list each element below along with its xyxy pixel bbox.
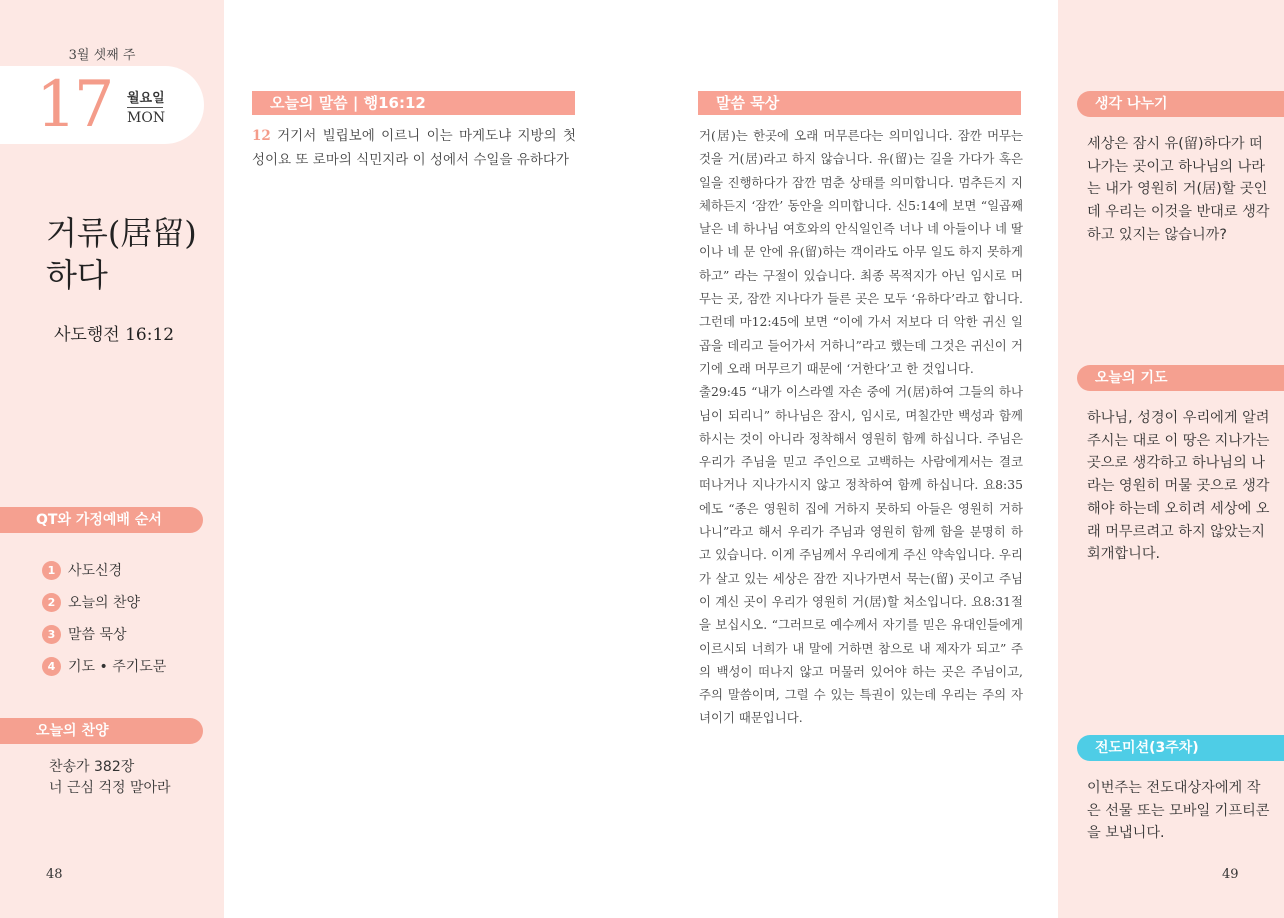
hymn-header: 오늘의 찬양 [0,718,203,744]
number-badge: 2 [42,593,61,612]
number-badge: 4 [42,657,61,676]
title-line-2: 하다 [46,256,108,294]
page-title [46,212,197,296]
evangelism-mission-text: 이번주는 전도대상자에게 작은 선물 또는 모바일 기프티콘을 보냅니다. [1087,780,1270,842]
qt-order-header: QT와 가정예배 순서 [0,507,203,533]
weekday-divider [127,107,163,108]
weekday-english: MON [127,110,166,126]
page-number-right: 49 [1222,867,1239,882]
page-number-left: 48 [46,867,63,882]
verse-text [252,124,576,172]
verse-body: 거기서 빌립보에 이르니 이는 마게도냐 지방의 첫 성이요 또 로마의 식민지라 이 성에서 수일을 유하다가 [252,128,576,168]
verse-number: 12 [252,128,271,144]
day-number: 17 [36,68,112,142]
order-item-label: 사도신경 [68,563,123,579]
meditation-header: 말씀 묵상 [698,91,1021,115]
order-item-label: 기도 • 주기도문 [68,659,167,675]
hymn-text [49,757,171,799]
hymn-number: 찬송가 382장 [49,759,135,775]
meditation-paragraph: 출29:45 “내가 이스라엘 자손 중에 거(居)하여 그들의 하나님이 되리니” 하나님은 잠시, 임시로, 며칠간만 백성과 함께하시는 것이 아니라 정착해서 영원히 함께 하십니다. 주님은 우리가 주님을 믿고 주인으로 고백하는 사람에게서는 결코 떠나거나 지나가시지 않고 정착하여 함께 하십니다. 요8:35에도 “종은 영원히 집에 거하지 못하되 아들은 영원히 거하나니”라고 해서 우리가 주님과 영원히 함께 함을 분명히 하고 있습니다. 이게 주님께서 우리에게 주신 약속입니다. 우리가 살고 있는 세상은 잠깐 지나가면서 묵는(留) 곳이고 주님이 계신 곳이 우리가 영원히 거(居)할 처소입니다. 요8:31절을 보십시오. “그러므로 예수께서 자기를 믿은 유대인들에게 이르시되 너희가 내 말에 거하면 참으로 내 제자가 되고” 주의 백성이 떠나지 않고 머물러 있어야 하는 곳은 주님이고, 주의 말씀이며, 그럴 수 있는 특권이 있는데 우리는 주의 자녀이기 때문입니다. [699,384,1023,726]
todays-word-header: 오늘의 말씀 | 행16:12 [252,91,575,115]
list-item [42,650,166,682]
todays-prayer-text: 하나님, 성경이 우리에게 알려주시는 대로 이 땅은 지나가는 곳으로 생각하고 하나님의 나라는 영원히 머물 곳으로 생각해야 하는데 오히려 세상에 오래 머무르려고 하지 않았는지 회개합니다. [1087,410,1270,563]
hymn-title: 너 근심 걱정 말아라 [49,780,171,796]
list-item [42,554,166,586]
number-badge: 1 [42,561,61,580]
share-thoughts-header: 생각 나누기 [1077,91,1284,117]
list-item [42,586,166,618]
order-item-label: 오늘의 찬양 [68,595,141,611]
title-line-1: 거류(居留) [46,214,197,252]
week-label: 3월 셋째 주 [68,48,136,63]
meditation-paragraph: 거(居)는 한곳에 오래 머무른다는 의미입니다. 잠깐 머무는 것을 거(居)라고 하지 않습니다. 유(留)는 길을 가다가 혹은 일을 진행하다가 잠깐 멈춘 상태를 의미합니다. 멈추든지 지체하든지 ‘잠깐’ 동안을 의미합니다. 신5:14에 보면 “일곱째 날은 네 하나님 여호와의 안식일인즉 너나 네 아들이나 네 딸이나 네 문 안에 유(留)하는 객이라도 아무 일도 하지 못하게 하고” 라는 구절이 있습니다. 최종 목적지가 아닌 임시로 머무는 곳, 잠깐 지나다가 들른 곳은 모두 ‘유하다’라고 합니다. 그런데 마12:45에 보면 “이에 가서 저보다 더 악한 귀신 일곱을 데리고 들어가서 거하니”라고 했는데 그것은 귀신이 거기에 오래 머무르기 때문에 ‘거한다’고 한 것입니다. [699,128,1023,376]
scripture-reference: 사도행전 16:12 [54,325,175,345]
number-badge: 3 [42,625,61,644]
qt-order-list [42,554,166,682]
list-item [42,618,166,650]
share-thoughts-text: 세상은 잠시 유(留)하다가 떠나가는 곳이고 하나님의 나라는 내가 영원히 거(居)할 곳인데 우리는 이것을 반대로 생각하고 있지는 않습니까? [1087,136,1270,243]
weekday-korean: 월요일 [127,91,165,106]
todays-prayer-header: 오늘의 기도 [1077,365,1284,391]
order-item-label: 말씀 묵상 [68,627,127,643]
evangelism-mission-header: 전도미션(3주차) [1077,735,1284,761]
meditation-body [699,124,1023,730]
